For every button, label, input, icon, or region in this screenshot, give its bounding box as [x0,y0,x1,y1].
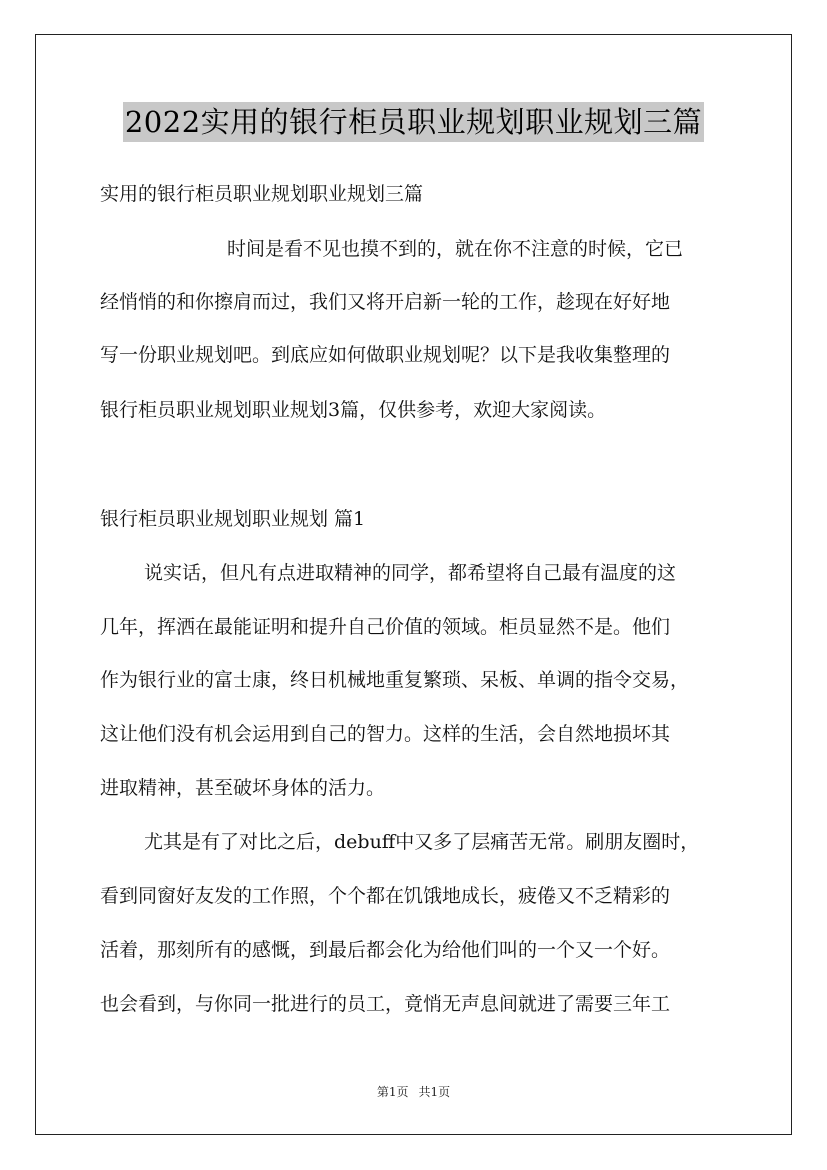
intro-line: 写一份职业规划吧。到底应如何做职业规划呢？以下是我收集整理的 [100,344,671,366]
document-subtitle: 实用的银行柜员职业规划职业规划三篇 [100,183,424,205]
paragraph-line: 活着，那刻所有的感慨，到最后都会化为给他们叫的一个又一个好。 [100,939,671,961]
paragraph-line: 几年，挥洒在最能证明和提升自己价值的领域。柜员显然不是。他们 [100,616,671,638]
page-total: 共1页 [418,1085,451,1099]
paragraph-line: 看到同窗好友发的工作照，个个都在饥饿地成长，疲倦又不乏精彩的 [100,885,671,907]
page-number: 第1页 [376,1085,409,1099]
paragraph-line: 说实话，但凡有点进取精神的同学，都希望将自己最有温度的这 [144,562,677,584]
section-heading: 银行柜员职业规划职业规划 篇1 [100,508,366,530]
paragraph-line: 也会看到，与你同一批进行的员工，竟悄无声息间就进了需要三年工 [100,993,671,1015]
paragraph-line: 作为银行业的富士康，终日机械地重复繁琐、呆板、单调的指令交易， [100,669,690,691]
intro-line: 经悄悄的和你擦肩而过，我们又将开启新一轮的工作，趁现在好好地 [100,291,671,313]
document-title: 2022实用的银行柜员职业规划职业规划三篇 [123,102,704,142]
paragraph-line: 这让他们没有机会运用到自己的智力。这样的生活，会自然地损坏其 [100,723,671,745]
paragraph-line: 尤其是有了对比之后，debuff中又多了层痛苦无常。刷朋友圈时， [144,831,700,853]
intro-line: 时间是看不见也摸不到的，就在你不注意的时候，它已 [227,238,684,260]
page-footer [0,1084,827,1100]
paragraph-line: 进取精神，甚至破坏身体的活力。 [100,777,386,799]
intro-line: 银行柜员职业规划职业规划3篇，仅供参考，欢迎大家阅读。 [100,399,607,421]
title-container [0,102,827,142]
